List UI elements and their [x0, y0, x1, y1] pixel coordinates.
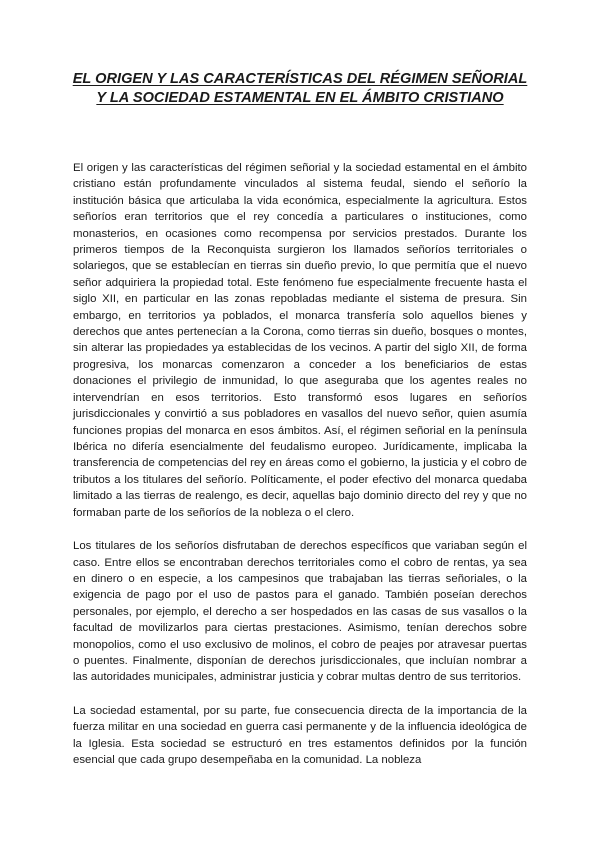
paragraph-3: La sociedad estamental, por su parte, fue consecuencia directa de la importancia de la fuerza militar en una sociedad en guerra casi permanente y de la influencia ideológica de la Iglesia. Esta sociedad se estructuró en tres estamentos definidos por la función esencial que cada grupo desempeñaba en la comunidad. La nobleza: [73, 704, 527, 767]
document-title: EL ORIGEN Y LAS CARACTERÍSTICAS DEL RÉGIMEN SEÑORIAL Y LA SOCIEDAD ESTAMENTAL EN EL ÁMBITO CRISTIANO: [72, 71, 528, 107]
paragraph-2: Los titulares de los señoríos disfrutaban de derechos específicos que variaban según el caso. Entre ellos se encontraban derechos territoriales como el cobro de rentas, ya sea en dinero o en especie, a los campesinos que trabajaban las tierras señoriales, o la exigencia de pago por el uso de pastos para el ganado. También poseían derechos personales, por ejemplo, el derecho a ser hospedados en las casas de sus vasallos o la facultad de movilizarlos para ciertas prestaciones. Asimismo, tenían derechos sobre monopolios, como el uso exclusivo de molinos, el cobro de peajes por atravesar puertas o puentes. Finalmente, disponían de derechos jurisdiccionales, que incluían nombrar a las autoridades municipales, administrar justicia y cobrar multas dentro de sus territorios.: [73, 540, 527, 684]
document-body: [73, 160, 527, 786]
paragraph-1: El origen y las características del régimen señorial y la sociedad estamental en el ámbito cristiano están profundamente vinculados al sistema feudal, siendo el señorío la institución básica que articulaba la vida económica, especialmente la agricultura. Estos señoríos eran territorios que el rey concedía a particulares o instituciones, como monasterios, en ocasiones como recompensa por servicios prestados. Durante los primeros tiempos de la Reconquista surgieron los llamados señoríos territoriales o solariegos, que se establecían en tierras sin dueño previo, lo que permitía que el nuevo señor adquiriera la propiedad total. Este fenómeno fue especialmente frecuente hasta el siglo XII, en particular en las zonas repobladas mediante el sistema de presura. Sin embargo, en territorios ya poblados, el monarca transfería solo aquellos bienes y derechos que antes pertenecían a la Corona, como tierras sin dueño, bosques o montes, sin alterar las propiedades ya establecidas de los vecinos. A partir del siglo XII, de forma progresiva, los monarcas comenzaron a conceder a los beneficiarios de estas donaciones el privilegio de inmunidad, lo que aseguraba que los agentes reales no intervendrían en esos territorios. Esto transformó esos lugares en señoríos jurisdiccionales y convirtió a sus pobladores en vasallos del nuevo señor, quien asumía funciones propias del monarca en esos ámbitos. Así, el régimen señorial en la península Ibérica no difería esencialmente del feudalismo europeo. Jurídicamente, implicaba la transferencia de competencias del rey en áreas como el gobierno, la justicia y el cobro de tributos a los titulares del señorío. Políticamente, el poder efectivo del monarca quedaba limitado a las tierras de realengo, es decir, aquellas bajo dominio directo del rey y que no formaban parte de los señoríos de la nobleza o el clero.: [73, 162, 527, 519]
